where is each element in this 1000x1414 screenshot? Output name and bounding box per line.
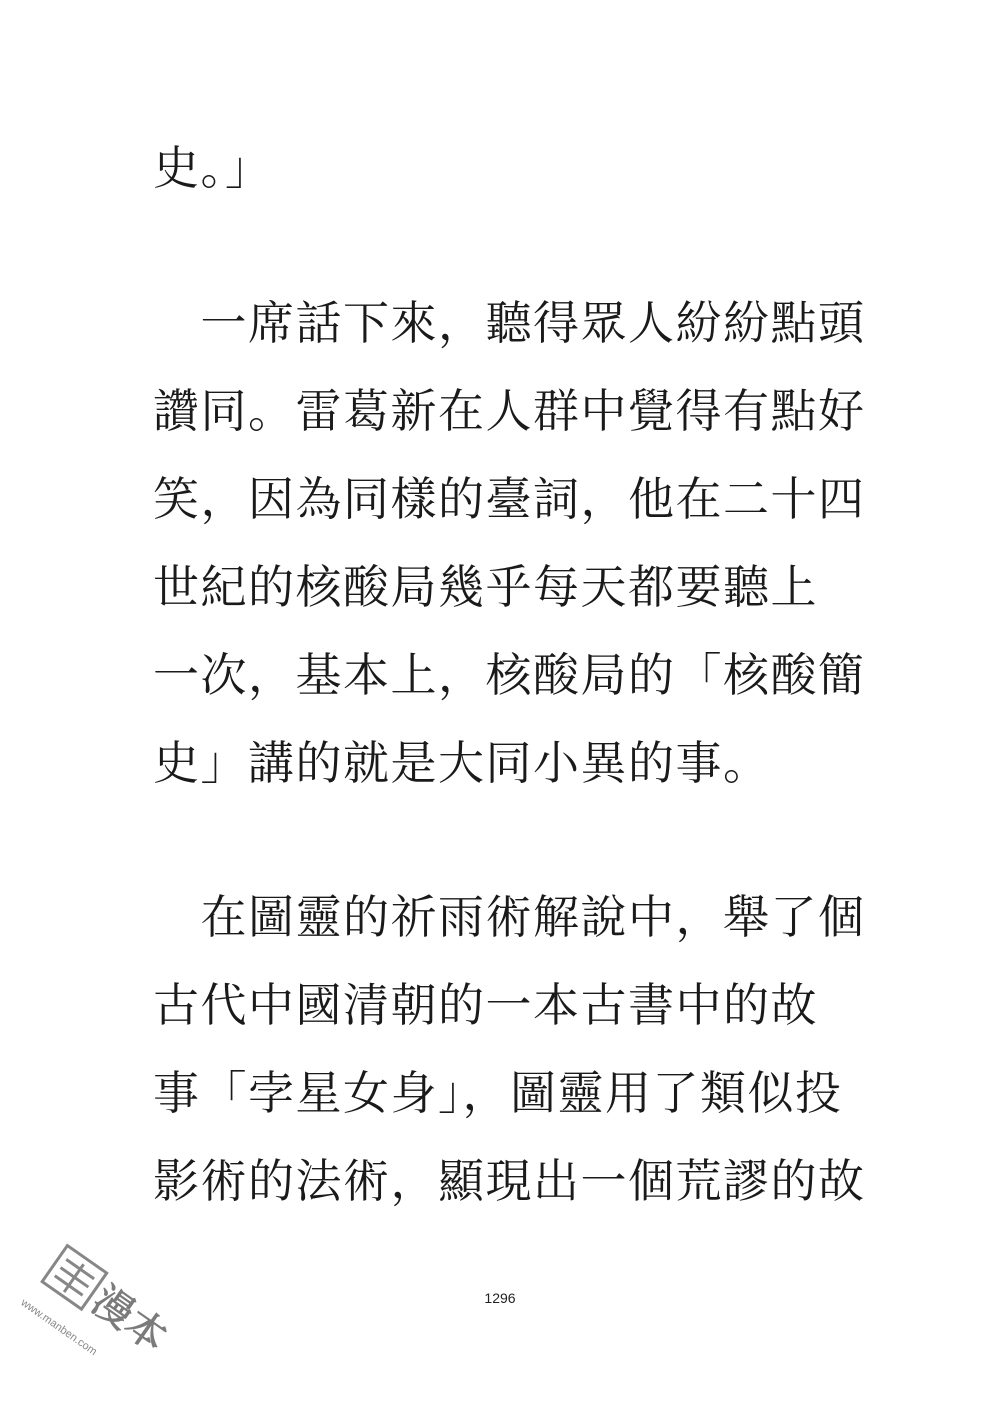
text-line: 史」講的就是大同小異的事。: [153, 736, 771, 790]
text-line: 一次，基本上，核酸局的「核酸簡: [153, 648, 866, 702]
text-line: 笑，因為同樣的臺詞，他在二十四: [153, 472, 866, 526]
text-line: 影術的法術，顯現出一個荒謬的故: [153, 1154, 866, 1208]
watermark-url: www.manben.com: [18, 1296, 100, 1359]
text-line: 事「孛星女身」，圖靈用了類似投: [153, 1066, 843, 1120]
watermark-logo: [10, 1240, 176, 1410]
page-number: 1296: [484, 1290, 516, 1306]
watermark-logo-text: 漫本: [83, 1277, 176, 1362]
text-line: 古代中國清朝的一本古書中的故: [153, 978, 818, 1032]
text-line: 世紀的核酸局幾乎每天都要聽上: [153, 560, 818, 614]
text-line: 一席話下來，聽得眾人紛紛點頭: [153, 296, 866, 350]
text-line: 在圖靈的祈雨術解說中，舉了個: [153, 890, 866, 944]
text-line: 史。」: [153, 141, 273, 195]
text-line: 讚同。雷葛新在人群中覺得有點好: [153, 384, 866, 438]
